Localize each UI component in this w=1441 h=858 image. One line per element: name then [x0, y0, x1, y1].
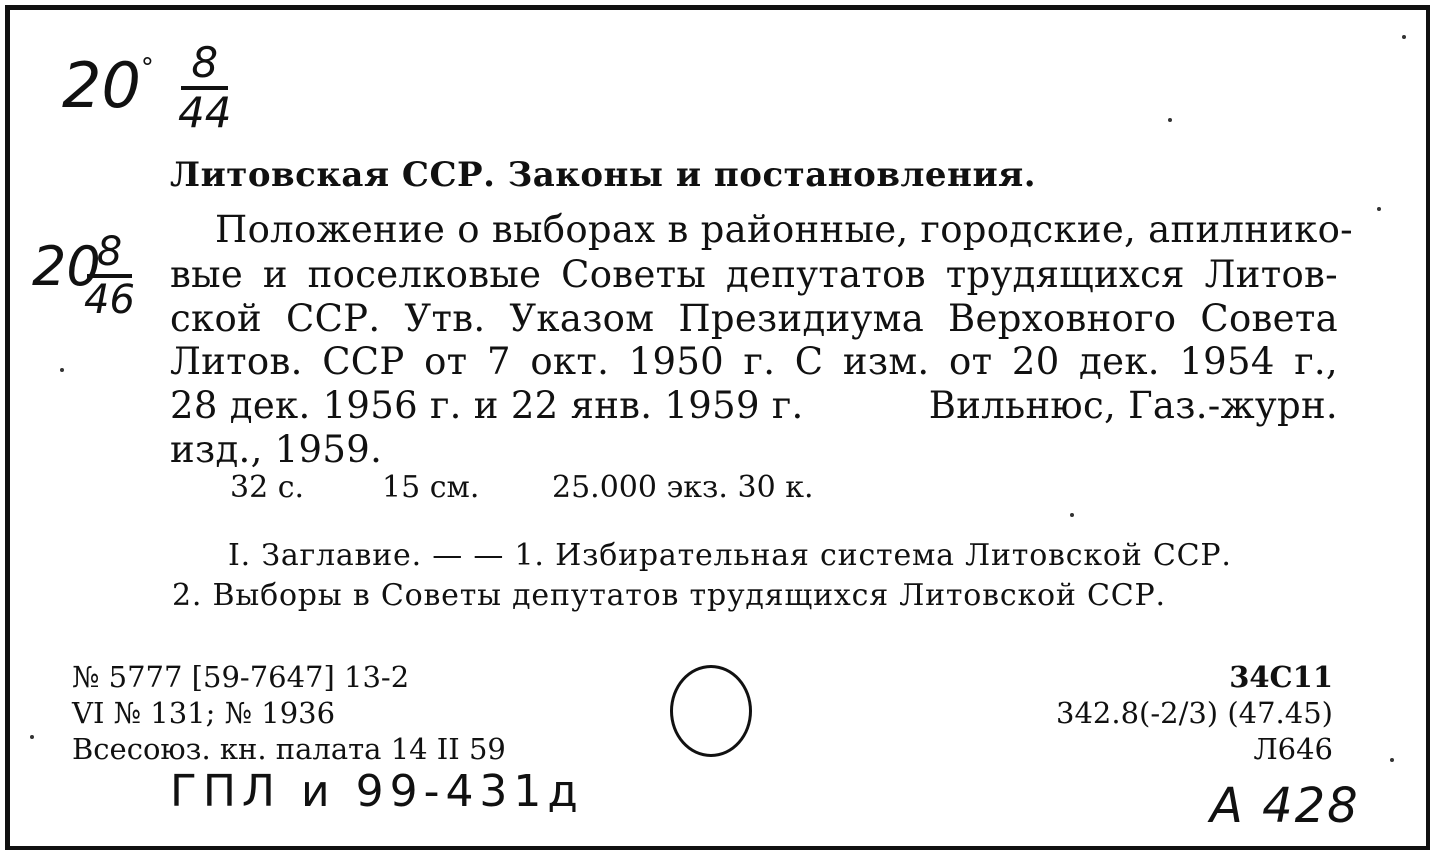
shelfmark-top-prefix: 20 [62, 49, 141, 122]
shelfmark-top-numerator: 8 [181, 42, 228, 90]
shelfmark-top-denominator: 44 [178, 88, 232, 137]
body-line-4-word: 7 [486, 340, 511, 383]
body-line-3-word: Утв. [404, 297, 486, 340]
footer-left-line-1: № 5777 [59-7647] 13-2 [72, 660, 410, 694]
shelfmark-top-degree: ° [140, 53, 154, 83]
footer-right-line-1: 34С11 [1229, 660, 1333, 694]
body-line-4 [170, 340, 1338, 383]
body-line-4-word: г. [743, 340, 776, 383]
collation-copies: 25.000 экз. 30 к. [552, 470, 814, 505]
collation-pages: 32 с. [230, 470, 305, 505]
body-line-1: Положение о выборах в районные, городские, апилнико- [215, 208, 1353, 251]
body-line-4-word: Литов. [170, 340, 303, 383]
scan-speck [1402, 35, 1406, 39]
footer-right-line-2: 342.8(-2/3) (47.45) [1056, 696, 1333, 730]
body-line-4-word: 1954 [1179, 340, 1275, 383]
footer-left-line-2: VI № 131; № 1936 [72, 696, 336, 730]
body-line-4-word: С [794, 340, 824, 383]
body-line-2-word: Советы [561, 253, 707, 296]
body-line-3-word: Указом [509, 297, 655, 340]
scan-speck [1390, 758, 1394, 762]
shelfmark-left-fraction [84, 229, 135, 323]
tracing-line-2: 2. Выборы в Советы депутатов трудящихся Литовской ССР. [172, 578, 1166, 613]
body-line-5-left: 28 дек. 1956 г. и 22 янв. 1959 г. [170, 384, 804, 427]
body-line-5 [170, 384, 1338, 427]
body-line-3-word: Верховного [948, 297, 1177, 340]
scan-speck [1377, 207, 1381, 211]
body-line-2-word: Литов- [1204, 253, 1338, 296]
handwritten-note-bottom-left: ГПЛ и 99-431д [170, 766, 584, 817]
body-line-4-word: 20 [1011, 340, 1060, 383]
scan-speck [30, 735, 34, 739]
body-line-2-word: и [262, 253, 288, 296]
body-line-2-word: депутатов [725, 253, 926, 296]
card-heading: Литовская ССР. Законы и постановления. [170, 155, 1037, 195]
body-line-4-word: г., [1294, 340, 1338, 383]
shelfmark-left-denominator: 46 [84, 277, 135, 323]
body-line-3-word: Президиума [678, 297, 925, 340]
body-line-6: изд., 1959. [170, 428, 383, 471]
body-line-2-word: трудящихся [945, 253, 1185, 296]
body-line-3-word: Совета [1200, 297, 1338, 340]
scan-speck [60, 368, 64, 372]
footer-right-line-3: Л646 [1253, 732, 1333, 766]
body-line-5-right: Вильнюс, Газ.-журн. [928, 384, 1338, 427]
body-line-4-word: ССР [322, 340, 405, 383]
scan-speck [1168, 118, 1172, 122]
body-line-4-word: от [949, 340, 993, 383]
body-line-2-word: поселковые [307, 253, 542, 296]
body-line-4-word: 1950 [628, 340, 725, 383]
body-line-3 [170, 297, 1338, 340]
footer-left-line-3: Всесоюз. кн. палата 14 II 59 [72, 732, 506, 766]
handwritten-note-bottom-right: А 428 [1210, 778, 1360, 834]
shelfmark-left-numerator: 8 [87, 232, 132, 278]
body-line-4-word: дек. [1079, 340, 1160, 383]
body-line-4-word: окт. [530, 340, 610, 383]
tracing-line-1: I. Заглавие. — — 1. Избирательная система Литовской ССР. [228, 538, 1232, 573]
shelfmark-left-prefix: 20 [32, 235, 101, 298]
body-line-2-word: вые [170, 253, 244, 296]
collation-size: 15 см. [382, 470, 480, 505]
shelfmark-top-fraction [178, 38, 232, 137]
body-line-3-word: ской [170, 297, 262, 340]
body-line-4-word: от [424, 340, 468, 383]
scan-speck [1070, 513, 1074, 517]
circle-mark [670, 665, 752, 757]
body-line-3-word: ССР. [285, 297, 381, 340]
body-line-2 [170, 253, 1338, 296]
handwritten-shelfmark-top [62, 49, 154, 122]
body-line-4-word: изм. [842, 340, 930, 383]
